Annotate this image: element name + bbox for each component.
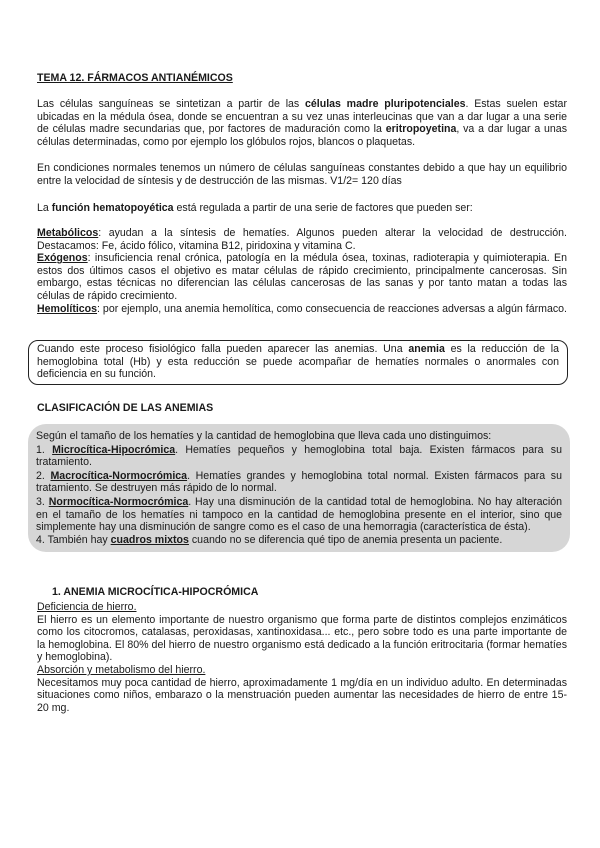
term-eritropoyetina: eritropoyetina xyxy=(385,123,457,136)
factors-list xyxy=(37,227,567,315)
factor-exogenos: Exógenos: insuficiencia renal crónica, patología en la médula ósea, toxinas, radioterapia y quimioterapia. En estos dos últimos casos el objetivo es matar células de rápido crecimiento, principalmente cancerosas. Sin embargo, estas técnicas no diferencian las células cancerosas de las sanas y por tanto matan a todas las células de rápido crecimiento. xyxy=(37,252,567,302)
classification-item-4: 4. También hay cuadros mixtos cuando no se diferencia qué tipo de anemia presenta un paciente. xyxy=(36,533,503,546)
section-1-body xyxy=(37,601,567,714)
subheading-deficiencia: Deficiencia de hierro. xyxy=(37,601,137,613)
classification-item-3: 3. Normocítica-Normocrómica. Hay una disminución de la cantidad total de hemoglobina. No hay alteración en el tamaño de los hematíes ni tampoco en la cantidad de hemoglobina presente en el interior, sino que simplemente hay una disminución de sangre como es el caso de una hemorragia (característica de ésta). xyxy=(36,495,562,534)
section-1-heading: 1. ANEMIA MICROCÍTICA-HIPOCRÓMICA xyxy=(52,586,259,598)
intro-paragraph-2: En condiciones normales tenemos un número de células sanguíneas constantes debido a que hay un equilibrio entre la velocidad de síntesis y de destrucción de las mismas. V1/2= 120 días xyxy=(37,162,567,187)
page-title: TEMA 12. FÁRMACOS ANTIANÉMICOS xyxy=(37,72,233,84)
classification-item-2: 2. Macrocítica-Normocrómica. Hematíes grandes y hemoglobina total normal. Existen fármacos para su tratamiento. Se destruyen más rápido de lo normal. xyxy=(36,469,562,495)
intro-paragraph-3: La función hematopoyética está regulada a partir de una serie de factores que pueden ser: xyxy=(37,202,473,214)
section-1-paragraph-1: El hierro es un elemento importante de nuestro organismo que forma parte de distintos complejos enzimáticos como los citocromos, catalasas, peroxidasas, xantinoxidasa... etc., pero sobre todo es una parte importante de la hemoglobina. El 80% del hierro de nuestro organismo está dedicado a la función eritrocitaria (formar hematíes y hemoglobina). xyxy=(37,613,567,664)
classification-item-1: 1. Microcítica-Hipocrómica. Hematíes pequeños y hemoglobina total baja. Existen fármacos para su tratamiento. xyxy=(36,443,562,469)
term-celulas-madre: células madre pluripotenciales xyxy=(305,98,466,110)
term-funcion-hematopoyetica: función hematopoyética xyxy=(51,202,174,214)
intro-paragraph-1: Las células sanguíneas se sintetizan a partir de las células madre pluripotenciales. Estas suelen estar ubicadas en la médula ósea, donde se encuentran a su vez unas interleucinas que van a dar lugar a una serie de células madre secundarias que, por factores de maduración como la eritropoyetina, va a dar lugar a unas células determinadas, como por ejemplo los glóbulos rojos, blancos o plaquetas. xyxy=(37,98,567,148)
anemia-definition-box: Cuando este proceso fisiológico falla pueden aparecer las anemias. Una anemia es la reducción de la hemoglobina total (Hb) y esta reducción se puede acompañar de hematíes normales o anormales con deficiencia en su función. xyxy=(28,340,568,385)
classification-box xyxy=(28,424,570,552)
factor-metabolicos: Metabólicos: ayudan a la síntesis de hematíes. Algunos pueden alterar la velocidad de destrucción. Destacamos: Fe, ácido fólico, vitamina B12, piridoxina y vitamina C. xyxy=(37,227,567,252)
classification-heading: CLASIFICACIÓN DE LAS ANEMIAS xyxy=(37,402,214,414)
classification-lead: Según el tamaño de los hematíes y la cantidad de hemoglobina que lleva cada uno distinguimos: xyxy=(36,430,492,442)
subheading-absorcion: Absorción y metabolismo del hierro. xyxy=(37,663,206,676)
term-anemia: anemia xyxy=(408,343,445,355)
section-1-paragraph-2: Necesitamos muy poca cantidad de hierro, aproximadamente 1 mg/día en un individuo adulto. En determinadas situaciones como niños, embarazo o la menstruación pueden aumentar las necesidades de hierro de entre 15-20 mg. xyxy=(37,676,567,714)
factor-hemoliticos: Hemolíticos: por ejemplo, una anemia hemolítica, como consecuencia de reacciones adversas a algún fármaco. xyxy=(37,302,567,315)
